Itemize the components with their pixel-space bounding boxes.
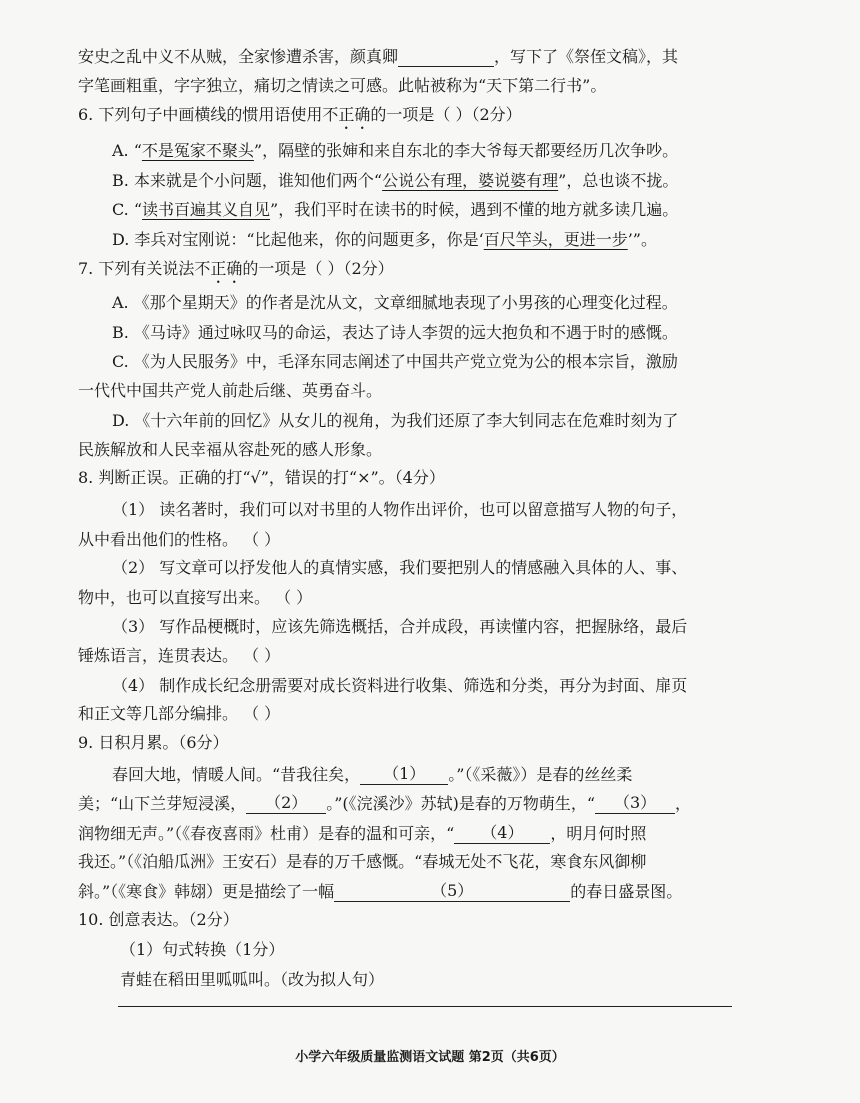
option-text: B. 本来就是个小问题，谁知他们两个“	[112, 171, 383, 190]
q7-stem-text: 的一项是（ ）（2分）	[242, 259, 394, 278]
q7-stem	[78, 259, 778, 287]
q7-option-a: A. 《那个星期天》的作者是沈从文，文章细腻地表现了小男孩的心理变化过程。	[112, 293, 678, 312]
q7-stem-emphasis: 正确	[210, 259, 243, 278]
q7-option-d: D. 《十六年前的回忆》从女儿的视角，为我们还原了李大钊同志在危难时刻为了	[112, 411, 679, 430]
answer-blank[interactable]	[398, 46, 494, 67]
q8-stem: 8. 判断正误。正确的打“√”，错误的打“×”。（4分）	[78, 468, 445, 487]
q9-line-1	[112, 764, 812, 785]
underlined-idiom: 不是冤家不聚头	[141, 141, 254, 160]
option-text: ”，总也谈不拢。	[558, 171, 679, 190]
q10-sentence: 青蛙在稻田里呱呱叫。（改为拟人句）	[120, 970, 385, 989]
q9-text: 。”(《浣溪沙》苏轼)是春的万物萌生，“	[326, 794, 596, 813]
option-text: ”，隔壁的张婶和来自东北的李大爷每天都要经历几次争吵。	[253, 141, 679, 160]
q9-text: ，明月何时照	[550, 824, 647, 843]
q7-option-c: C. 《为人民服务》中，毛泽东同志阐述了中国共产党立党为公的根本宗旨，激励	[112, 352, 678, 371]
q9-text: 。”（《采薇》）是春的丝丝柔	[448, 765, 633, 784]
fill-blank-3[interactable]: （3）	[595, 793, 675, 814]
q8-item-3: （3） 写作品梗概时，应该先筛选概括，合并成段，再读懂内容，把握脉络，最后	[112, 617, 688, 636]
q9-line-2	[78, 793, 778, 814]
q8-item-4-cont[interactable]: 和正文等几部分编排。 （ ）	[78, 704, 281, 723]
intro-text: ，写下了《祭侄文稿》，其	[494, 47, 679, 66]
intro-text: 安史之乱中义不从贼，全家惨遭杀害，颜真卿	[78, 47, 399, 66]
intro-line-1	[78, 46, 778, 67]
q6-option-d	[112, 230, 812, 250]
q8-item-1-cont[interactable]: 从中看出他们的性格。 （ ）	[78, 530, 281, 549]
fill-blank-4[interactable]: （4）	[454, 823, 550, 844]
q7-stem-text: 7. 下列有关说法不	[78, 259, 211, 278]
q7-option-c-cont: 一代代中国共产党人前赴后继、英勇奋斗。	[78, 381, 383, 400]
q6-option-c	[112, 200, 812, 220]
q6-stem-text: 6. 下列句子中画横线的惯用语使用不	[78, 105, 339, 124]
q9-line-5	[78, 881, 778, 902]
option-text: A. “	[112, 141, 142, 160]
q9-line-4: 我还。”（《泊船瓜洲》王安石）是春的万千感慨。“春城无处不飞花，寒食东风御柳	[78, 852, 647, 871]
fill-blank-5[interactable]: （5）	[334, 881, 570, 902]
answer-line[interactable]	[118, 1006, 732, 1007]
underlined-idiom: 读书百遍其义自见	[142, 200, 271, 219]
q8-item-2: （2） 写文章可以抒发他人的真情实感，我们要把别人的情感融入具体的人、事、	[112, 558, 688, 577]
fill-blank-1[interactable]: （1）	[360, 764, 448, 785]
q6-stem-text: 的一项是（ ）（2分）	[370, 105, 522, 124]
q9-line-3	[78, 823, 778, 844]
q9-text: 美；“山下兰芽短浸溪，	[78, 794, 247, 813]
q9-text: ，	[675, 794, 692, 813]
q8-item-1: （1） 读名著时，我们可以对书里的人物作出评价，也可以留意描写人物的句子，	[112, 500, 688, 519]
q7-option-b: B. 《马诗》通过咏叹马的命运，表达了诗人李贺的远大抱负和不遇于时的感慨。	[112, 323, 678, 342]
q9-text: 润物细无声。”（《春夜喜雨》杜甫）是春的温和可亲，“	[78, 824, 455, 843]
q9-text: 的春日盛景图。	[570, 882, 683, 901]
intro-line-2: 字笔画粗重，字字独立，痛切之情读之可感。此帖被称为“天下第二行书”。	[78, 76, 607, 95]
underlined-idiom: 公说公有理，婆说婆有理	[382, 171, 559, 190]
page-footer: 小学六年级质量监测语文试题 第2页（共6页）	[295, 1050, 565, 1065]
fill-blank-2[interactable]: （2）	[246, 793, 326, 814]
q6-option-a	[112, 141, 812, 161]
q8-item-4: （4） 制作成长纪念册需要对成长资料进行收集、筛选和分类，再分为封面、扉页	[112, 676, 688, 695]
option-text: ”，我们平时在读书的时候，遇到不懂的地方就多读几遍。	[270, 200, 679, 219]
q10-stem: 10. 创意表达。（2分）	[78, 910, 239, 929]
q7-option-d-cont: 民族解放和人民幸福从容赴死的感人形象。	[78, 440, 383, 459]
q10-sub-1: （1）句式转换（1分）	[120, 940, 285, 959]
q9-stem: 9. 日积月累。（6分）	[78, 733, 229, 752]
q9-text: 春回大地，情暖人间。“昔我往矣，	[112, 765, 361, 784]
q6-stem-emphasis: 正确	[338, 105, 371, 124]
underlined-idiom: 百尺竿头，更进一步	[483, 230, 628, 249]
option-text: D. 李兵对宝刚说：“比起他来，你的问题更多，你是‘	[112, 230, 484, 249]
q6-option-b	[112, 171, 812, 191]
q6-stem	[78, 105, 778, 133]
q8-item-2-cont[interactable]: 物中，也可以直接写出来。 （ ）	[78, 588, 313, 607]
option-text: C. “	[112, 200, 143, 219]
q9-text: 斜。”（《寒食》韩翃）更是描绘了一幅	[78, 882, 335, 901]
q8-item-3-cont[interactable]: 锤炼语言，连贯表达。 （ ）	[78, 646, 281, 665]
option-text: ’”。	[627, 230, 657, 249]
